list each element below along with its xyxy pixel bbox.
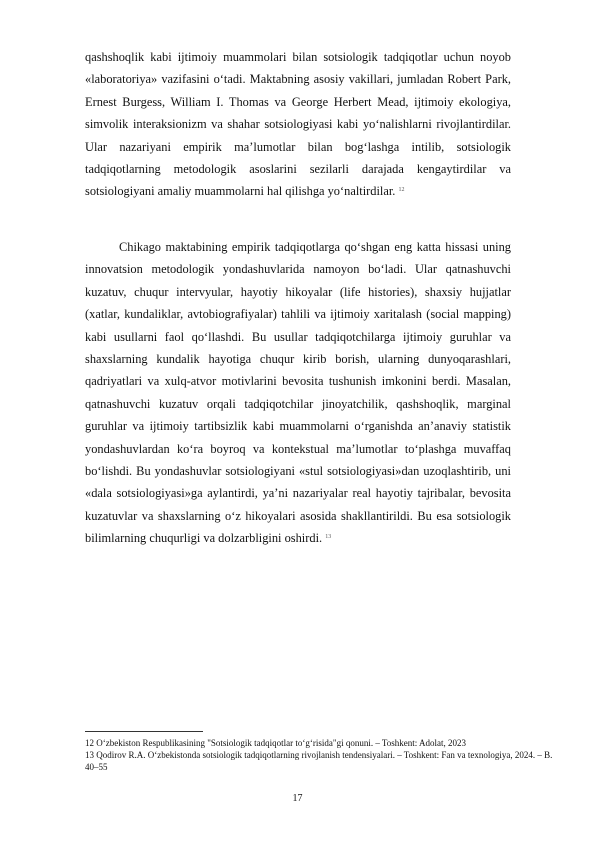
paragraph-chicago-methods	[85, 236, 511, 550]
footnote-reference: 12	[398, 187, 405, 194]
page-number: 17	[292, 793, 303, 804]
paragraph	[85, 236, 511, 550]
footnote-12: 12 Oʻzbekiston Respublikasining "Sotsiologik tadqiqotlar toʻgʻrisida"gi qonuni. – Toshkent: Adolat, 2023	[85, 738, 467, 748]
paragraph	[85, 46, 511, 203]
footnotes	[85, 737, 555, 774]
paragraph-continued	[85, 46, 511, 203]
footnote-13: 13 Qodirov R.A. Oʻzbekistonda sotsiologik tadqiqotlarning rivojlanish tendensiyalari. – Toshkent: Fan va texnologiya, 2024. – B. 40–55	[85, 750, 553, 773]
footnote-reference: 13	[325, 534, 332, 541]
paragraph-text: Chikago maktabining empirik tadqiqotlarga qoʻshgan eng katta hissasi uning innovatsion metodologik yondashuvlarida namoyon boʻladi. Ular qatnashuvchi kuzatuv, chuqur intervyular, hayotiy hikoyalar (life histories), shaxsiy hujjatlar (xatlar, kundaliklar, avtobiografiyalar) tahlili va ijtimoiy xaritalash (social mapping) kabi usullarni faol qoʻllashdi. Bu usullar tadqiqotchilarga ijtimoiy guruhlar va shaxslarning kundalik hayotiga chuqur kirib borish, ularning dunyoqarashlari, qadriyatlari va xulq-atvor motivlarini bevosita tushunish imkonini berdi. Masalan, qatnashuvchi kuzatuv orqali tadqiqotchilar jinoyatchilik, qashshoqlik, marginal guruhlar va ijtimoiy tartibsizlik kabi muammolarni oʻrganishda anʼanaviy statistik yondashuvlardan koʻra boyroq va kontekstual maʼlumotlar toʻplashga muvaffaq boʻlishdi. Bu yondashuvlar sotsiologiyani «stul sotsiologiyasi»dan uzoqlashtirib, uni «dala sotsiologiyasi»ga aylantirdi, yaʼni nazariyalar real hayotiy tajribalar, bevosita kuzatuvlar va shaxslarning oʻz hikoyalari asosida shakllantirildi. Bu esa sotsiologik bilimlarning chuqurligi va dolzarbligini oshirdi.	[85, 240, 511, 546]
paragraph-text: qashshoqlik kabi ijtimoiy muammolari bilan sotsiologik tadqiqotlar uchun noyob «laboratoriya» vazifasini oʻtadi. Maktabning asosiy vakillari, jumladan Robert Park, Ernest Burgess, William I. Thomas va George Herbert Mead, ijtimoiy ekologiya, simvolik interaksionizm va shahar sotsiologiyasi kabi yoʻnalishlarni rivojlantirdilar. Ular nazariyani empirik maʼlumotlar bilan bogʻlashga intilib, sotsiologik tadqiqotlarning metodologik asoslarini sezilarli darajada kengaytirdilar va sotsiologiyani amaliy muammolarni hal qilishga yoʻnaltirdilar.	[85, 50, 511, 199]
footnote-separator	[85, 731, 203, 732]
